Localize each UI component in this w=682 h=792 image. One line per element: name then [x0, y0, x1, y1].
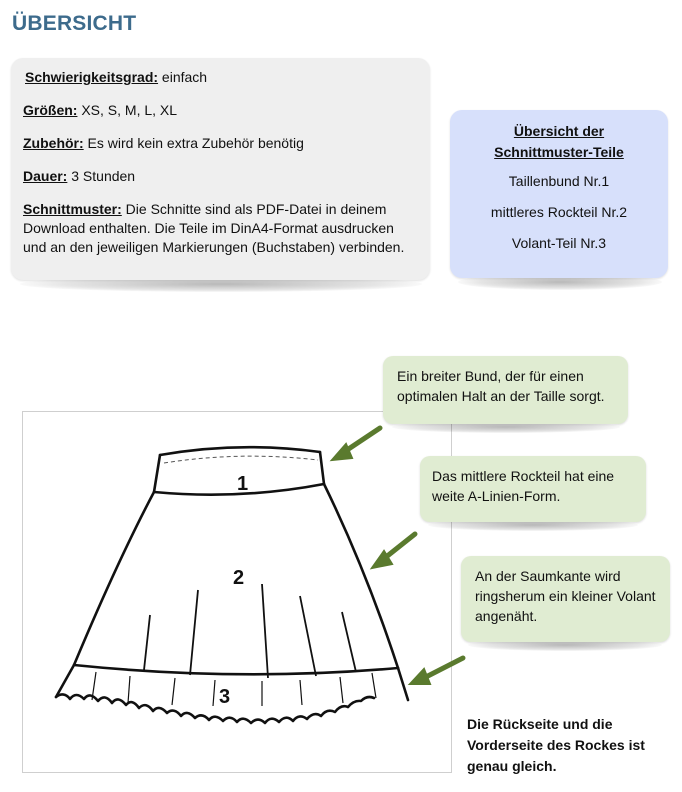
parts-title-line1: Übersicht der — [513, 123, 605, 139]
info-label: Schnittmuster: — [23, 201, 122, 217]
waistband-top-edge — [160, 447, 320, 455]
callout-ruffle: An der Saumkante wird ringsherum ein kleiner Volant angenäht. — [461, 556, 670, 642]
callout-middle-panel: Das mittlere Rockteil hat eine weite A-Linien-Form. — [420, 456, 646, 522]
ruffle-left-side — [56, 665, 74, 697]
label-part-3: 3 — [219, 686, 231, 708]
info-label: Dauer: — [23, 168, 68, 184]
arrow-icon-ruffle — [410, 658, 463, 684]
waistband-left-side — [154, 455, 160, 492]
callout-waistband: Ein breiter Bund, der für einen optimalen Halt an der Taille sorgt. — [383, 356, 628, 424]
waistband-stitch-line — [164, 456, 318, 463]
parts-item-ruffle: Volant-Teil Nr.3 — [511, 235, 607, 251]
fold-line — [190, 590, 198, 675]
info-value: 3 Stunden — [67, 168, 136, 184]
info-label: Größen: — [23, 102, 78, 118]
ruffle-right-side — [398, 668, 408, 700]
skirt-left-side — [74, 492, 154, 665]
ruffle-seam — [74, 665, 398, 674]
label-part-2: 2 — [233, 567, 245, 589]
ruffle-fold — [372, 673, 376, 698]
parts-item-waistband: Taillenbund Nr.1 — [508, 173, 610, 189]
skirt-right-side — [324, 484, 398, 668]
label-part-1: 1 — [237, 473, 249, 495]
info-value: einfach — [158, 69, 208, 85]
ruffle-hem — [56, 694, 374, 723]
ruffle-fold — [213, 680, 215, 706]
fold-line — [144, 615, 150, 670]
ruffle-fold — [300, 680, 302, 705]
info-value: Die Schnitte sind als PDF-Datei in deinem Download enthalten. Die Teile im DinA4-Format ausdrucken und an den jeweiligen Markierungen (Buchstaben) verbinden. — [23, 201, 405, 255]
info-value: Es wird kein extra Zubehör benötig — [83, 135, 304, 151]
info-value: XS, S, M, L, XL — [77, 102, 178, 118]
arrow-icon-middle-panel — [372, 534, 415, 568]
parts-item-middle-panel: mittleres Rockteil Nr.2 — [490, 204, 628, 220]
parts-title-line2: Schnittmuster-Teile — [494, 144, 624, 160]
fold-line — [342, 612, 356, 672]
info-label: Zubehör: — [23, 135, 84, 151]
arrow-icon-waistband — [332, 428, 380, 460]
ruffle-fold — [340, 677, 343, 703]
ruffle-fold — [172, 678, 175, 705]
info-label: Schwierigkeitsgrad: — [25, 69, 159, 85]
ruffle-fold — [128, 676, 130, 703]
front-back-note: Die Rückseite und die Vorderseite des Rockes ist genau gleich. — [467, 716, 645, 774]
waistband-right-side — [320, 452, 324, 484]
page-title: ÜBERSICHT — [12, 12, 137, 35]
fold-line — [300, 596, 316, 676]
fold-line — [262, 584, 268, 678]
